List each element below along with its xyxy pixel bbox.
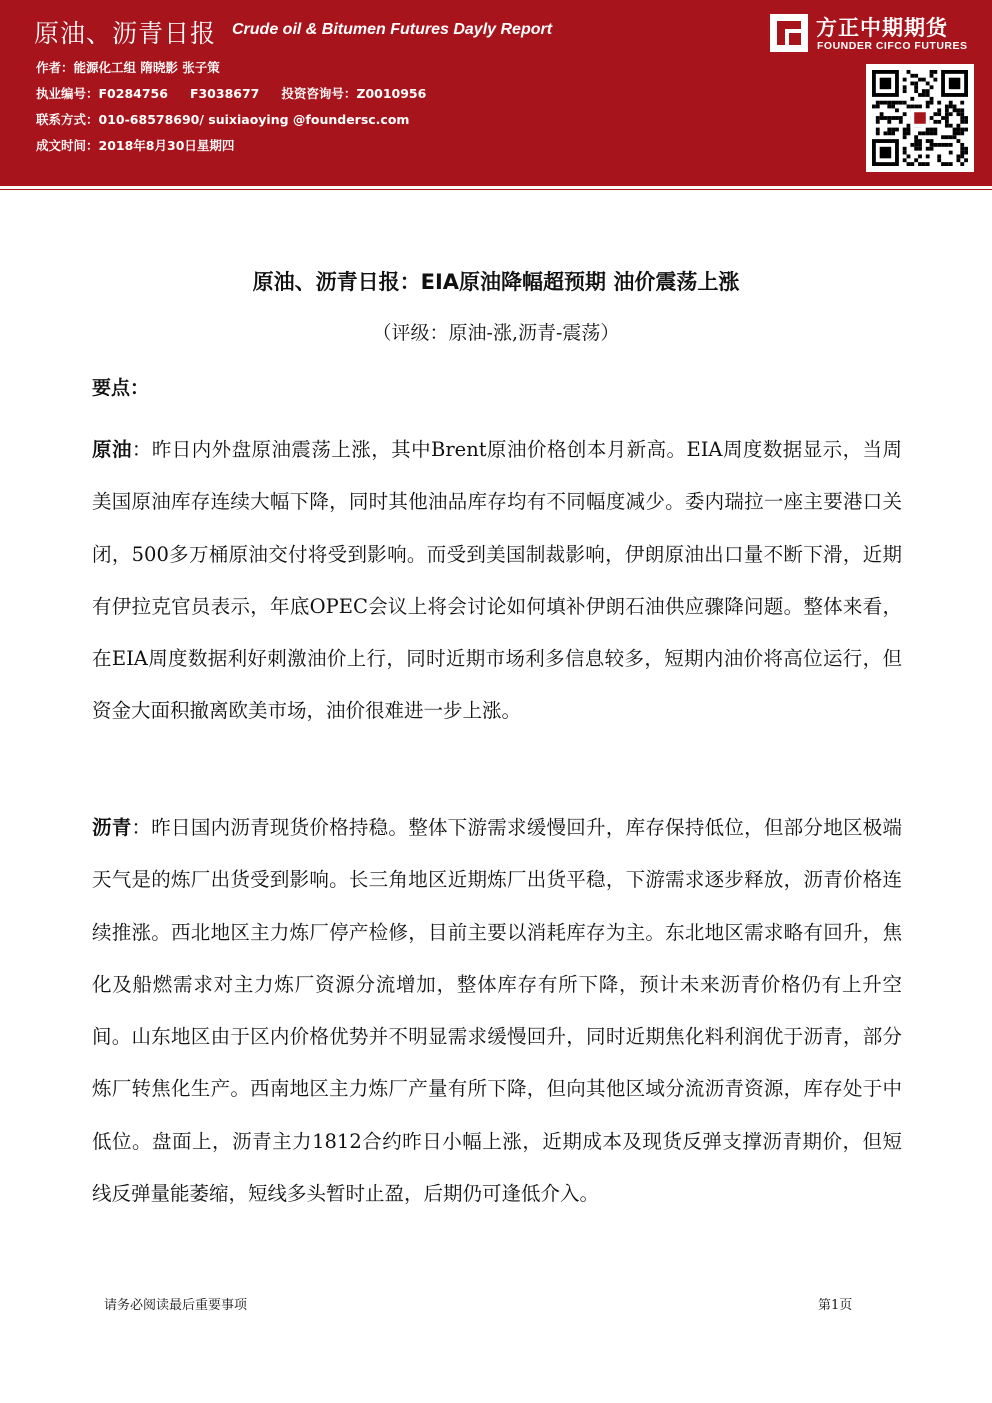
footer-notice: 请务必阅读最后重要事项 bbox=[104, 1298, 248, 1313]
company-logo bbox=[770, 10, 982, 56]
date-value: 2018年8月30日星期四 bbox=[98, 138, 235, 153]
crude-text: ：昨日内外盘原油震荡上涨，其中Brent原油价格创本月新高。EIA周度数据显示，当周美国原油库存连续大幅下降，同时其他油品库存均有不同幅度减少。委内瑞拉一座主要港口关闭，500多万桶原油交付将受到影响。而受到美国制裁影响，伊朗原油出口量不断下滑，近期有伊拉克官员表示，年底OPEC会议上将会讨论如何填补伊朗石油供应骤降问题。整体来看，在EIA周度数据利好刺激油价上行，同时近期市场利多信息较多，短期内油价将高位运行，但资金大面积撤离欧美市场，油价很难进一步上涨。 bbox=[92, 438, 902, 723]
bitumen-label: 沥青 bbox=[92, 816, 132, 839]
founder-logo-icon bbox=[770, 14, 808, 52]
header-banner bbox=[0, 0, 992, 183]
author-line bbox=[36, 58, 220, 76]
contact-line bbox=[36, 110, 409, 128]
author-label: 作者： bbox=[36, 60, 74, 75]
bitumen-text: ：昨日国内沥青现货价格持稳。整体下游需求缓慢回升，库存保持低位，但部分地区极端天气是的炼厂出货受到影响。长三角地区近期炼厂出货平稳，下游需求逐步释放，沥青价格连续推涨。西北地区主力炼厂停产检修，目前主要以消耗库存为主。东北地区需求略有回升，焦化及船燃需求对主力炼厂资源分流增加，整体库存有所下降，预计未来沥青价格仍有上升空间。山东地区由于区内价格优势并不明显需求缓慢回升，同时近期焦化料利润优于沥青，部分炼厂转焦化生产。西南地区主力炼厂产量有所下降，但向其他区域分流沥青资源，库存处于中低位。盘面上，沥青主力1812合约昨日小幅上涨，近期成本及现货反弹支撑沥青期价，但短线反弹量能萎缩，短线多头暂时止盈，后期仍可逢低介入。 bbox=[92, 816, 902, 1206]
crude-label: 原油 bbox=[92, 438, 132, 461]
logo-name-cn: 方正中期期货 bbox=[816, 16, 948, 40]
report-title-cn: 原油、沥青日报 bbox=[34, 19, 217, 48]
qr-code-icon bbox=[872, 70, 968, 166]
date-label: 成文时间： bbox=[36, 138, 99, 153]
report-title-en: Crude oil & Bitumen Futures Dayly Report bbox=[232, 21, 553, 38]
advisory-label: 投资咨询号： bbox=[281, 86, 357, 101]
logo-name-en: FOUNDER CIFCO FUTURES bbox=[817, 40, 968, 52]
qr-code bbox=[866, 64, 974, 172]
license-label: 执业编号： bbox=[36, 86, 99, 101]
crude-paragraph bbox=[92, 424, 902, 738]
license-value-1: F0284756 bbox=[98, 86, 168, 101]
advisory-value: Z0010956 bbox=[356, 86, 427, 101]
document-title: 原油、沥青日报：EIA原油降幅超预期 油价震荡上涨 bbox=[252, 270, 740, 294]
date-line bbox=[36, 136, 234, 154]
bitumen-paragraph bbox=[92, 802, 902, 1220]
header-rule bbox=[0, 183, 992, 186]
header-thin-rule bbox=[0, 189, 992, 190]
contact-label: 联系方式： bbox=[36, 112, 99, 127]
license-line bbox=[36, 84, 426, 102]
license-value-2: F3038677 bbox=[189, 86, 260, 101]
author-value: 能源化工组 隋晓影 张子策 bbox=[73, 60, 220, 75]
page-number: 第1页 bbox=[818, 1298, 853, 1313]
rating: （评级：原油-涨,沥青-震荡） bbox=[372, 322, 620, 344]
key-points-heading: 要点： bbox=[92, 377, 150, 399]
contact-value: 010-68578690/ suixiaoying @foundersc.com bbox=[98, 112, 410, 127]
